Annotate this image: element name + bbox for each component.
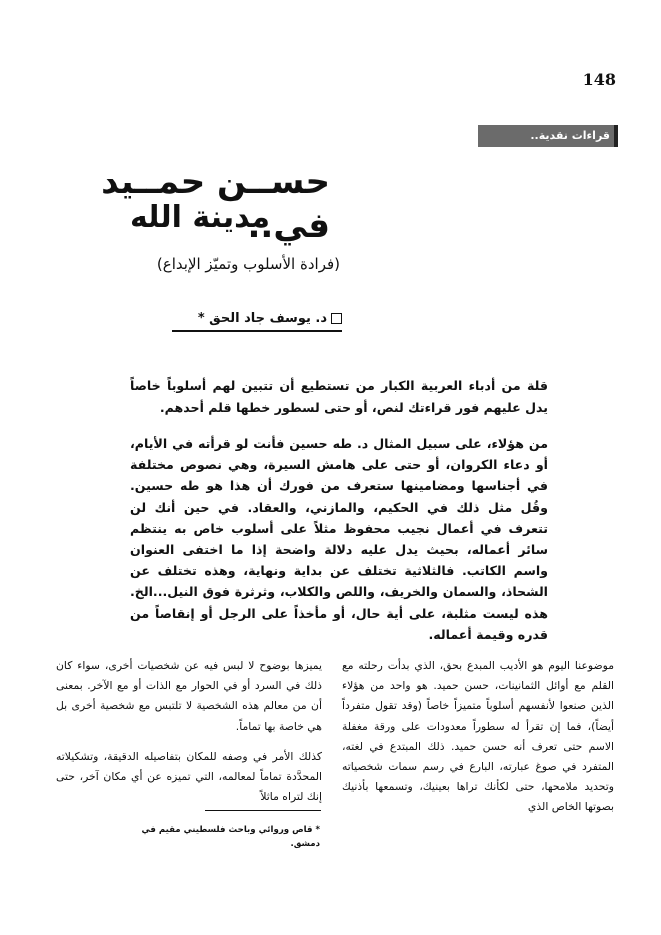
article-subtitle: (فرادة الأسلوب وتميّز الإبداع) bbox=[156, 255, 340, 273]
column-left-paragraph-1: يميزها بوضوح لا لبس فيه عن شخصيات أخرى، سواء كان ذلك في السرد أو في الحوار مع الذات أو مع الآخر. بمعنى أن من معالم هذه الشخصية لا تلتبس مع شخصية أخرى بل هي خاصة بها تماماً. bbox=[56, 659, 322, 733]
article-title-line-1: حســن حمــيد في.. bbox=[101, 162, 330, 246]
body-paragraph-wide: من هؤلاء، على سبيل المثال د. طه حسين فأنت لو قرأته في الأيام، أو دعاء الكروان، أو حتى على هامش السيرة، وهي نصوص مختلفة في أجناسها ومضامينها ستعرف من فورك أن هذا هو طه حسين. وقُل مثل ذلك في الحكيم، والمازني، والعقاد. في حين أنك لن تتعرف في أعمال نجيب محفوظ مثلاً على أسلوب خاص به ينتظم سائر أعماله، بحيث يدل عليه دلالة واضحة إذا ما اختفى العنوان واسم الكاتب. فالثلاثية تختلف عن بداية ونهاية، وهذه تختلف عن الشحاذ، والسمان والخريف، واللص والكلاب، وثرثرة فوق النيل...الخ. هذه ليست مثلبة، على أية حال، أو مأخذاً على الرجل أو إنقاصاً من قدره وقيمة أعماله. bbox=[130, 436, 548, 642]
author-name: د. يوسف جاد الحق * bbox=[197, 311, 327, 326]
section-tag-label: قراءات نقدية.. bbox=[530, 129, 610, 142]
column-right: موضوعنا اليوم هو الأديب المبدع بحق، الذي بدأت رحلته مع القلم مع أوائل الثمانينات، حسن حميد. هو واحد من هؤلاء الذين صنعوا لأنفسهم أسلوباً متميزاً خاصاً (وقد تقول متفرداً أيضاً)، فما إن تقرأ له سطوراً معدودات على ورقة مغفلة الاسم حتى تعرف أنه حسن حميد. ذلك المبتدع في لغته، المتفرد في صوغ عبارته، البارع في رسم سمات شخصياته وتحديد ملامحها، حتى لكأنك تراها بعينيك، وتسمعها بأذنيك بصوتها الخاص الذي bbox=[342, 659, 614, 814]
footnote: * قاص وروائي وباحث فلسطيني مقيم في دمشق. bbox=[141, 825, 320, 849]
square-bullet-icon bbox=[331, 313, 342, 324]
section-tag-bar bbox=[614, 125, 618, 147]
author-byline bbox=[172, 310, 342, 332]
article-title-line-2: مدينة الله bbox=[129, 200, 270, 235]
column-left-paragraph-2: كذلك الأمر في وصفه للمكان بتفاصيله الدقيقة، وتشكيلاته المحدَّدة تماماً لمعالمه، التي تميزه عن أي مكان آخر، حتى إنك لتراه ماثلاً bbox=[56, 749, 322, 804]
intro-paragraph: قلة من أدباء العربية الكبار من تستطيع أن تتبين لهم أسلوباً خاصاً يدل عليهم فور قراءتك لنص، أو حتى لسطور خطها قلم أحدهم. bbox=[130, 378, 548, 415]
page-number: 148 bbox=[582, 70, 616, 89]
section-tag bbox=[478, 125, 618, 147]
column-left bbox=[56, 656, 322, 817]
footnote-divider bbox=[205, 810, 321, 811]
